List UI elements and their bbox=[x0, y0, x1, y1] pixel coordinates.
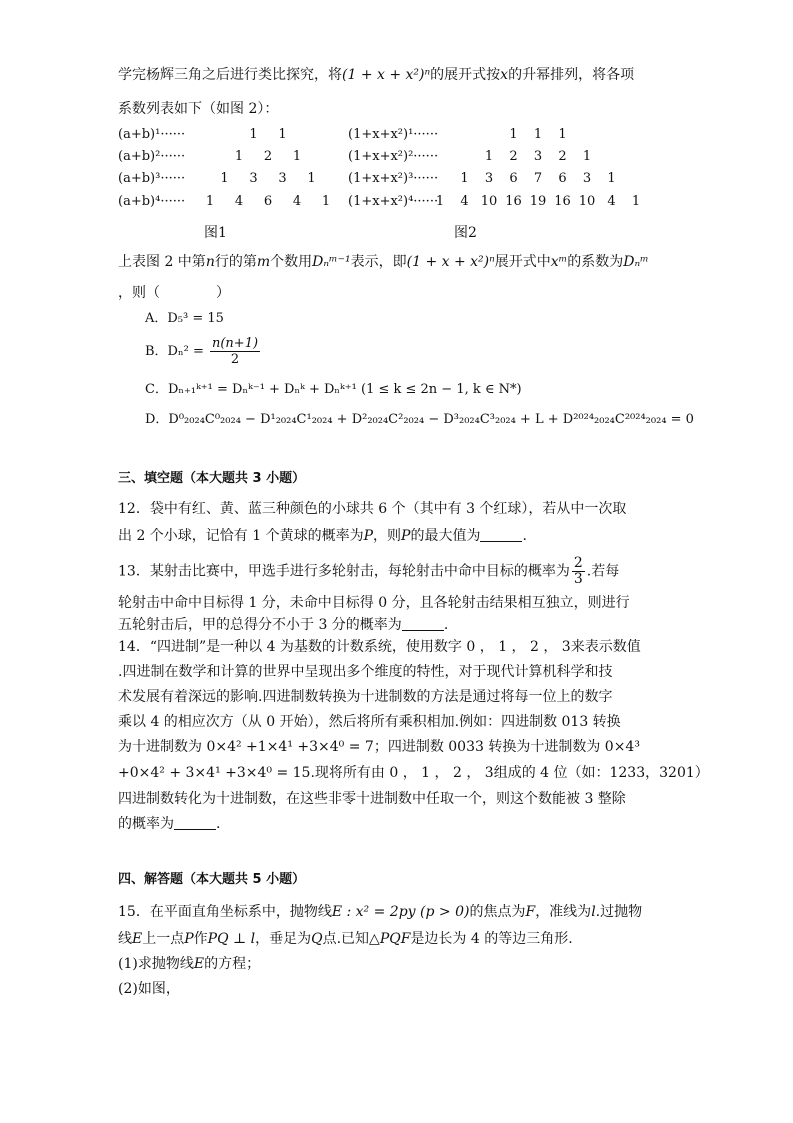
option-b-fraction bbox=[210, 336, 260, 367]
triangle-coefficient: 1 bbox=[307, 171, 316, 186]
triangle-coefficient: 3 bbox=[533, 149, 543, 164]
intro-text: 的展开式按 bbox=[430, 67, 501, 83]
q15-text: 点.已知 bbox=[322, 931, 370, 947]
q11-then: ，则（ ） bbox=[118, 285, 230, 301]
perpendicular-expression: PQ ⊥ l bbox=[207, 931, 256, 947]
answer-blank bbox=[402, 616, 444, 631]
variable-f: F bbox=[525, 904, 536, 920]
triangle-coefficient: 2 bbox=[263, 149, 273, 164]
x-power-m: xᵐ bbox=[550, 254, 568, 270]
q13-text: 五轮射击后，甲的总得分不小于 3 分的概率为 bbox=[118, 617, 402, 633]
answer-blank bbox=[480, 527, 522, 542]
variable-x: x bbox=[500, 67, 509, 83]
triangle-coefficient: 1 bbox=[435, 194, 445, 209]
probability-fraction bbox=[572, 556, 585, 587]
q14-line-6: +0×4² + 3×4¹ +3×4⁰ = 15.现将所有由 0 ， 1 ， 2 ， 3组成的 4 位（如：1233，3201） bbox=[118, 765, 709, 781]
variable-p: P bbox=[184, 931, 194, 947]
q13-text: 13．某射击比赛中，甲选手进行多轮射击，每轮射击中命中目标的概率为 bbox=[118, 563, 570, 580]
q13-text: .若每 bbox=[586, 563, 620, 580]
figure-1-caption: 图1 bbox=[204, 225, 227, 241]
variable-q: Q bbox=[311, 931, 323, 947]
triangle-coefficient: 1 bbox=[484, 149, 494, 164]
fraction-numerator: 2 bbox=[573, 555, 583, 571]
triangle-coefficient: 1 bbox=[509, 127, 518, 142]
triangle-coefficient: 16 bbox=[505, 194, 522, 209]
q11-text: 展开式中 bbox=[494, 254, 551, 270]
triangle-coefficient: 1 bbox=[278, 127, 287, 142]
q15-sub-2: (2)如图， bbox=[118, 981, 180, 997]
section-3-heading: 三、填空题（本大题共 3 小题） bbox=[118, 471, 306, 486]
triangle-row-label: (a+b)²······ bbox=[118, 149, 186, 164]
q11-text: 的系数为 bbox=[567, 254, 624, 270]
q15-sub-1 bbox=[118, 953, 260, 975]
triangle-coefficient: 7 bbox=[533, 171, 543, 186]
fraction-denominator: 3 bbox=[573, 571, 583, 587]
triangle-row-label: (1+x+x²)³······ bbox=[348, 171, 439, 186]
triangle-pqf: △PQF bbox=[369, 931, 411, 947]
variable-p: P bbox=[401, 528, 411, 544]
q14-line-2: .四进制在数学和计算的世界中呈现出多个维度的特性，对于现代计算机科学和技 bbox=[118, 664, 613, 680]
triangle-coefficient: 1 bbox=[205, 194, 215, 209]
triangle-coefficient: 6 bbox=[558, 171, 567, 186]
q15-text: 是边长为 4 的等边三角形. bbox=[410, 931, 573, 947]
triangle-coefficient: 4 bbox=[460, 194, 469, 209]
triangle-coefficient: 6 bbox=[263, 194, 273, 209]
triangle-coefficient: 1 bbox=[533, 127, 543, 142]
variable-e: E bbox=[193, 956, 205, 972]
triangle-coefficient: 2 bbox=[509, 149, 518, 164]
triangle-coefficient: 10 bbox=[578, 194, 596, 209]
q15-text: ，准线为 bbox=[535, 904, 592, 920]
triangle-coefficient: 3 bbox=[582, 171, 592, 186]
triangle-coefficient: 4 bbox=[292, 194, 302, 209]
q11-stem bbox=[118, 251, 649, 273]
triangle-row-label: (a+b)⁴······ bbox=[118, 194, 186, 209]
q14-line-7: 四进制数转化为十进制数，在这些非零十进制数中任取一个，则这个数能被 3 整除 bbox=[118, 791, 626, 807]
intro-text: 学完杨辉三角之后进行类比探究，将 bbox=[118, 67, 342, 83]
d-notation: Dₙᵐ⁻¹ bbox=[312, 254, 351, 270]
q12-text: ，则 bbox=[373, 528, 402, 544]
q15-text: (1)求抛物线 bbox=[118, 956, 194, 972]
answer-blank bbox=[174, 815, 216, 830]
q15-text: 15．在平面直角坐标系中，抛物线 bbox=[118, 904, 332, 920]
q11-option-a: A．D₅³ = 15 bbox=[145, 311, 224, 326]
q11-option-d: D．D⁰₂₀₂₄C⁰₂₀₂₄ − D¹₂₀₂₄C¹₂₀₂₄ + D²₂₀₂₄C²₂₀₂₄ − D³₂₀₂₄C³₂₀₂₄ + L + D²⁰²⁴₂₀₂₄C²⁰²⁴₂₀₂₄ = 0 bbox=[145, 412, 694, 427]
triangle-coefficient: 4 bbox=[234, 194, 244, 209]
triangle-coefficient: 1 bbox=[558, 127, 567, 142]
expansion-expression: (1 + x + x²)ⁿ bbox=[406, 254, 495, 270]
triangle-coefficient: 1 bbox=[460, 171, 469, 186]
q13-line-2: 轮射击中命中目标得 1 分，未命中目标得 0 分，且各轮射击结果相互独立，则进行 bbox=[118, 595, 630, 611]
q12-line-1: 12．袋中有红、黄、蓝三种颜色的小球共 6 个（其中有 3 个红球），若从中一次取 bbox=[118, 501, 627, 517]
triangle-coefficient: 1 bbox=[582, 149, 592, 164]
q11-option-c: C．Dₙ₊₁ᵏ⁺¹ = Dₙᵏ⁻¹ + Dₙᵏ + Dₙᵏ⁺¹ (1 ≤ k ≤ 2n − 1, k ∈ N*) bbox=[145, 382, 522, 397]
q15-text: 的方程； bbox=[204, 956, 261, 972]
q13-text: . bbox=[443, 617, 449, 633]
triangle-coefficient: 1 bbox=[607, 171, 616, 186]
section-4-heading: 四、解答题（本大题共 5 小题） bbox=[118, 872, 306, 887]
q14-text: 的概率为 bbox=[118, 816, 174, 832]
option-b-label: B．Dₙ² = bbox=[145, 344, 204, 359]
triangle-coefficient: 1 bbox=[631, 194, 641, 209]
triangle-row-label: (a+b)³······ bbox=[118, 171, 186, 186]
fraction-numerator: n(n+1) bbox=[211, 336, 259, 351]
triangle-coefficient: 16 bbox=[554, 194, 571, 209]
q11-text: 上表图 2 中第 bbox=[118, 254, 206, 270]
q11-text: 表示，即 bbox=[350, 254, 407, 270]
triangle-coefficient: 3 bbox=[249, 171, 258, 186]
variable-e: E bbox=[132, 931, 143, 947]
q14-line-5: 为十进制数为 0×4² +1×4¹ +3×4⁰ = 7；四进制数 0033 转换为十进制数为 0×4³ bbox=[118, 739, 640, 755]
q15-text: .过抛物 bbox=[595, 904, 643, 920]
expansion-expression: (1 + x + x²)ⁿ bbox=[342, 67, 431, 83]
q14-line-8 bbox=[118, 813, 220, 835]
q15-line-1 bbox=[118, 901, 642, 923]
q13-line-3 bbox=[118, 614, 448, 636]
variable-n: n bbox=[205, 254, 215, 270]
q15-text: 的焦点为 bbox=[469, 904, 526, 920]
intro-line-2: 系数列表如下（如图 2）： bbox=[118, 101, 279, 117]
parabola-equation: E : x² = 2py (p > 0) bbox=[331, 904, 470, 920]
triangle-coefficient: 1 bbox=[220, 171, 229, 186]
q12-text: 的最大值为 bbox=[410, 528, 481, 544]
d-notation: Dₙᵐ bbox=[623, 254, 649, 270]
q12-line-2 bbox=[118, 525, 527, 547]
triangle-coefficient: 1 bbox=[234, 149, 244, 164]
triangle-row-label: (1+x+x²)²······ bbox=[348, 149, 439, 164]
q15-text: ，垂足为 bbox=[255, 931, 312, 947]
q12-text: 出 2 个小球，记恰有 1 个黄球的概率为 bbox=[118, 528, 364, 544]
q15-text: 作 bbox=[193, 931, 208, 947]
triangle-row-label: (1+x+x²)¹······ bbox=[348, 127, 439, 142]
triangle-coefficient: 1 bbox=[321, 194, 331, 209]
triangle-row-label: (1+x+x²)⁴······ bbox=[348, 194, 439, 209]
q15-text: 线 bbox=[118, 931, 132, 947]
triangle-coefficient: 6 bbox=[509, 171, 518, 186]
q11-text: 个数用 bbox=[270, 254, 313, 270]
triangle-coefficient: 2 bbox=[558, 149, 567, 164]
q14-line-1: 14．“四进制”是一种以 4 为基数的计数系统，使用数字 0 ， 1 ， 2 ， 3来表示数值 bbox=[118, 639, 641, 655]
triangle-coefficient: 3 bbox=[484, 171, 494, 186]
fraction-denominator: 2 bbox=[230, 352, 240, 367]
triangle-row-label: (a+b)¹······ bbox=[118, 127, 186, 142]
triangle-coefficient: 3 bbox=[278, 171, 287, 186]
triangle-coefficient: 10 bbox=[480, 194, 498, 209]
q15-text: 上一点 bbox=[142, 931, 185, 947]
q14-line-4: 乘以 4 的相应次方（从 0 开始），然后将所有乘积相加.例如：四进制数 013 转换 bbox=[118, 714, 621, 730]
variable-m: m bbox=[256, 254, 271, 270]
variable-p: P bbox=[363, 528, 374, 544]
triangle-coefficient: 1 bbox=[249, 127, 258, 142]
q14-text: . bbox=[216, 816, 221, 832]
q13-line-1 bbox=[118, 556, 619, 587]
triangle-coefficient: 19 bbox=[529, 194, 547, 209]
triangle-coefficient: 4 bbox=[607, 194, 616, 209]
figure-2-caption: 图2 bbox=[454, 225, 477, 241]
q14-line-3: 术发展有着深远的影响.四进制数转换为十进制数的方法是通过将每一位上的数字 bbox=[118, 689, 613, 705]
intro-line-1 bbox=[118, 64, 634, 86]
q11-text: 行的第 bbox=[214, 254, 257, 270]
q15-line-2 bbox=[118, 928, 573, 950]
variable-l: l bbox=[591, 904, 596, 920]
intro-text: 的升幂排列，将各项 bbox=[508, 67, 635, 83]
q11-option-b bbox=[145, 336, 262, 367]
triangle-coefficient: 1 bbox=[292, 149, 302, 164]
q12-text: . bbox=[522, 528, 527, 544]
